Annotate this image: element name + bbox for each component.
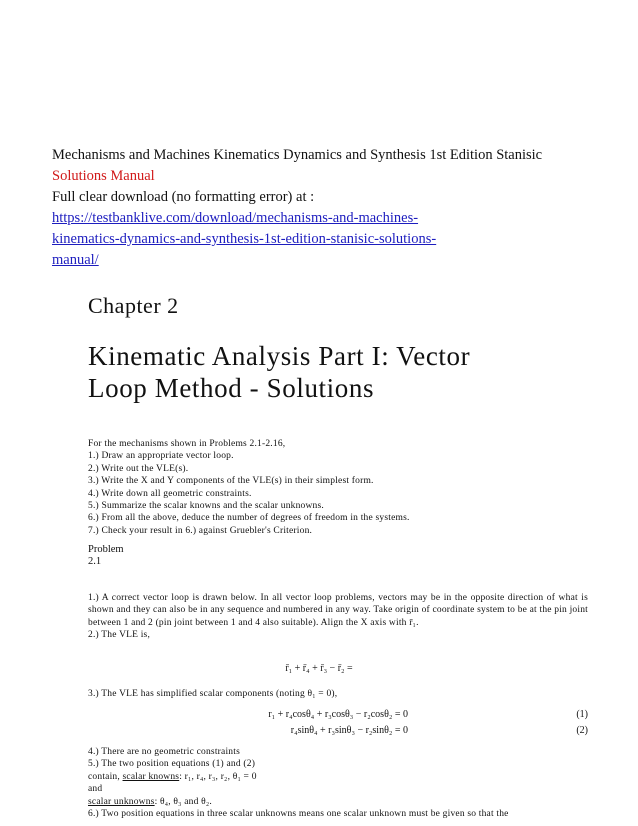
task-item: 7.) Check your result in 6.) against Gruebler's Criterion. [88, 525, 313, 536]
chapter-title [88, 340, 568, 404]
solution-steps-1-2 [88, 592, 588, 642]
equation-expression: r₄sinθ₄ + r₃sinθ₃ − r₂sinθ₂ = 0 [290, 725, 408, 736]
scalar-unknowns-line [88, 796, 588, 808]
task-item: 4.) Write down all geometric constraints. [88, 488, 252, 499]
step-6-text: 6.) Two position equations in three scalar unknowns means one scalar unknown must be given so that the [88, 809, 509, 820]
download-link[interactable] [52, 210, 436, 268]
and-word: and [88, 784, 103, 795]
chapter-title-line-1: Kinematic Analysis Part I: Vector [88, 341, 471, 371]
download-note: Full clear download (no formatting error) at : [52, 189, 315, 205]
task-item: 5.) Summarize the scalar knowns and the scalar unknowns. [88, 501, 324, 512]
book-title-line: Mechanisms and Machines Kinematics Dynamics and Synthesis 1st Edition Stanisic [52, 147, 543, 163]
download-header [52, 145, 612, 271]
vle-equation: r̄₁ + r̄₄ + r̄₃ − r̄₂ = [285, 663, 353, 674]
step-1-text: 1.) A correct vector loop is drawn below. In all vector loop problems, vectors may be in the opposite direction of what is shown and they can also be in any sequence and numbered in any way. Take origin of coordinate system to be at the pin joint between 1 and 2 (pin joint between 1 and 4 also suitable). Align the X axis with r̄₁. [88, 593, 588, 628]
step-2-text: 2.) The VLE is, [88, 630, 151, 641]
scalar-knowns-line [88, 771, 588, 783]
scalar-knowns-label: scalar knowns [122, 771, 180, 782]
task-item: 2.) Write out the VLE(s). [88, 463, 189, 474]
download-link-line-1[interactable]: https://testbanklive.com/download/mechanisms-and-machines- [52, 210, 419, 226]
scalar-knowns-values: : r₁, r₄, r₃, r₂, θ₁ = 0 [179, 771, 257, 782]
problem-heading [88, 544, 124, 568]
scalar-unknowns-values: : θ₄, θ₃ and θ₂. [154, 796, 212, 807]
download-link-line-3[interactable]: manual/ [52, 252, 99, 268]
step-4-text: 4.) There are no geometric constraints [88, 747, 240, 757]
contain-word: contain, [88, 771, 120, 782]
chapter-heading: Chapter 2 [88, 293, 179, 318]
step-3-text: 3.) The VLE has simplified scalar components (noting θ₁ = 0), [88, 689, 338, 699]
solutions-manual-label: Solutions Manual [52, 168, 155, 184]
task-item: 3.) Write the X and Y components of the VLE(s) in their simplest form. [88, 476, 374, 487]
chapter-title-line-2: Loop Method - Solutions [88, 373, 375, 403]
equation-expression: r₁ + r₄cosθ₄ + r₃cosθ₃ − r₂cosθ₂ = 0 [268, 709, 408, 720]
task-item: 6.) From all the above, deduce the number of degrees of freedom in the systems. [88, 513, 410, 524]
equation-number: (2) [576, 725, 588, 736]
task-intro: For the mechanisms shown in Problems 2.1-2.16, [88, 439, 286, 449]
task-list [88, 438, 588, 537]
solution-steps-4-6 [88, 746, 588, 820]
step-5-text: 5.) The two position equations (1) and (2) [88, 759, 256, 770]
scalar-unknowns-label: scalar unknowns [88, 796, 155, 807]
equation-number: (1) [576, 709, 588, 720]
problem-number: 2.1 [88, 556, 102, 567]
problem-label: Problem [88, 544, 124, 555]
download-link-line-2[interactable]: kinematics-dynamics-and-synthesis-1st-edition-stanisic-solutions- [52, 231, 437, 247]
task-item: 1.) Draw an appropriate vector loop. [88, 451, 234, 462]
